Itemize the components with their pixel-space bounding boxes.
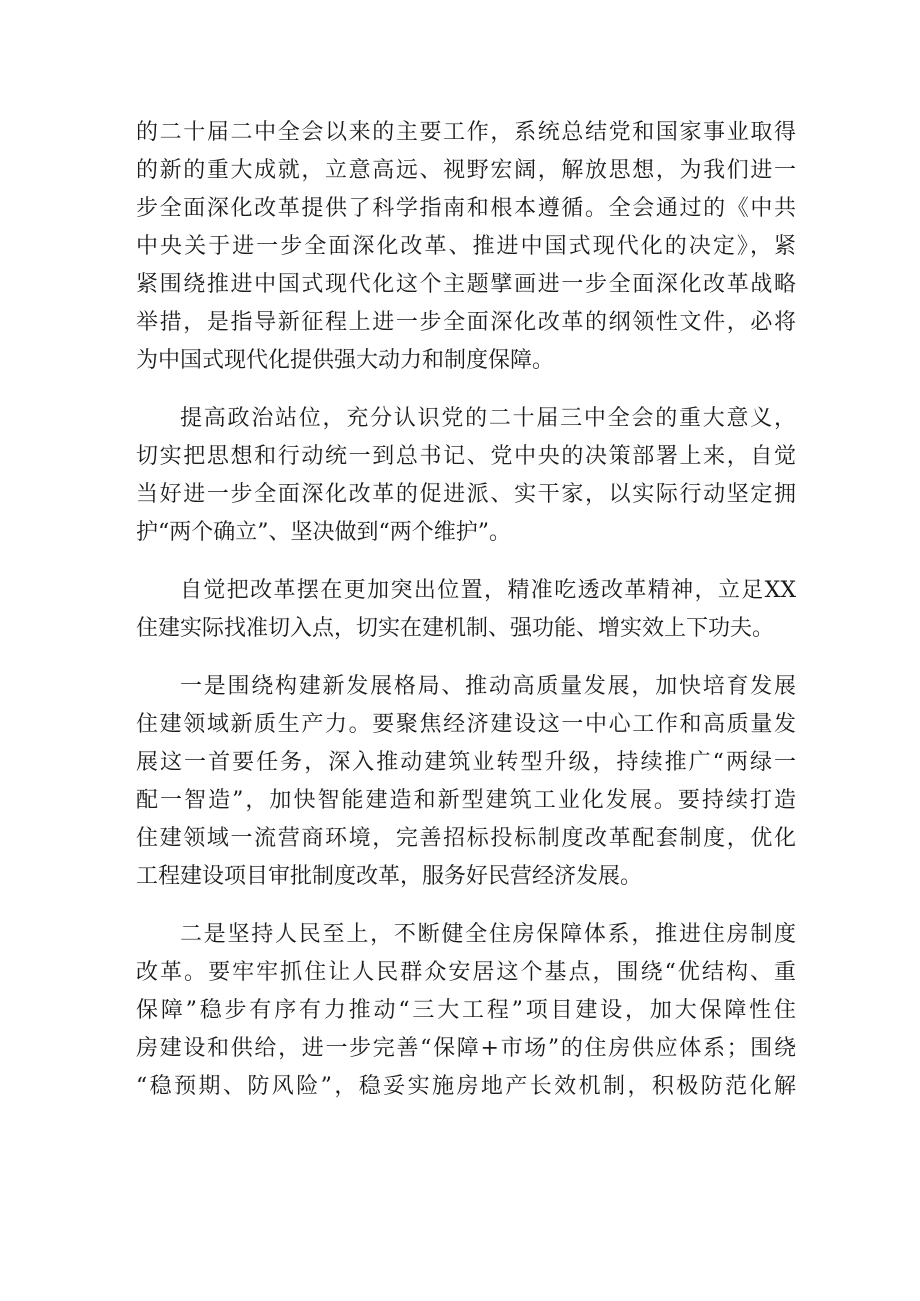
paragraph-line: 提高政治站位，充分认识党的二十届三中全会的重大意义， <box>180 406 796 431</box>
paragraph-line: 的二十届二中全会以来的主要工作，系统总结党和国家事业取得 <box>136 120 796 145</box>
paragraph-line: 的新的重大成就，立意高远、视野宏阔，解放思想，为我们进一 <box>136 158 796 183</box>
paragraph-line: 自觉把改革摆在更加突出位置，精准吃透改革精神，立足XX <box>180 578 796 603</box>
paragraph-line: 保障”稳步有序有力推动“三大工程”项目建设，加大保障性住 <box>136 998 796 1023</box>
paragraph-line: 改革。要牢牢抓住让人民群众安居这个基点，围绕“优结构、重 <box>136 960 796 985</box>
paragraph-line: 房建设和供给，进一步完善“保障+市场”的住房供应体系；围绕 <box>136 1036 796 1061</box>
paragraph-line: 一是围绕构建新发展格局、推动高质量发展，加快培育发展 <box>180 674 796 699</box>
paragraph-line: 配一智造”，加快智能建造和新型建筑工业化发展。要持续打造 <box>136 788 796 813</box>
paragraph-line: 步全面深化改革提供了科学指南和根本遵循。全会通过的《中共 <box>136 196 796 221</box>
paragraph-line: 住建领域新质生产力。要聚焦经济建设这一中心工作和高质量发 <box>136 712 796 737</box>
paragraph-line: 住建领域一流营商环境，完善招标投标制度改革配套制度，优化 <box>136 826 796 851</box>
paragraph-line: 切实把思想和行动统一到总书记、党中央的决策部署上来，自觉 <box>136 444 796 469</box>
paragraph-line: 展这一首要任务，深入推动建筑业转型升级，持续推广“两绿一 <box>136 750 796 775</box>
paragraph-line: 当好进一步全面深化改革的促进派、实干家，以实际行动坚定拥 <box>136 482 796 507</box>
paragraph-line: 举措，是指导新征程上进一步全面深化改革的纲领性文件，必将 <box>136 310 796 335</box>
paragraph-line: “稳预期、防风险”，稳妥实施房地产长效机制，积极防范化解 <box>136 1074 796 1099</box>
paragraph-line: 为中国式现代化提供强大动力和制度保障。 <box>136 348 555 373</box>
paragraph-line: 工程建设项目审批制度改革，服务好民营经济发展。 <box>136 864 643 889</box>
paragraph-line: 住建实际找准切入点，切实在建机制、强功能、增实效上下功夫。 <box>136 616 775 641</box>
paragraph-line: 二是坚持人民至上，不断健全住房保障体系，推进住房制度 <box>180 922 796 947</box>
paragraph-line: 紧围绕推进中国式现代化这个主题擘画进一步全面深化改革战略 <box>136 272 796 297</box>
paragraph-line: 中央关于进一步全面深化改革、推进中国式现代化的决定》，紧 <box>136 234 796 259</box>
paragraph-line: 护“两个确立”、坚决做到“两个维护”。 <box>136 520 511 545</box>
